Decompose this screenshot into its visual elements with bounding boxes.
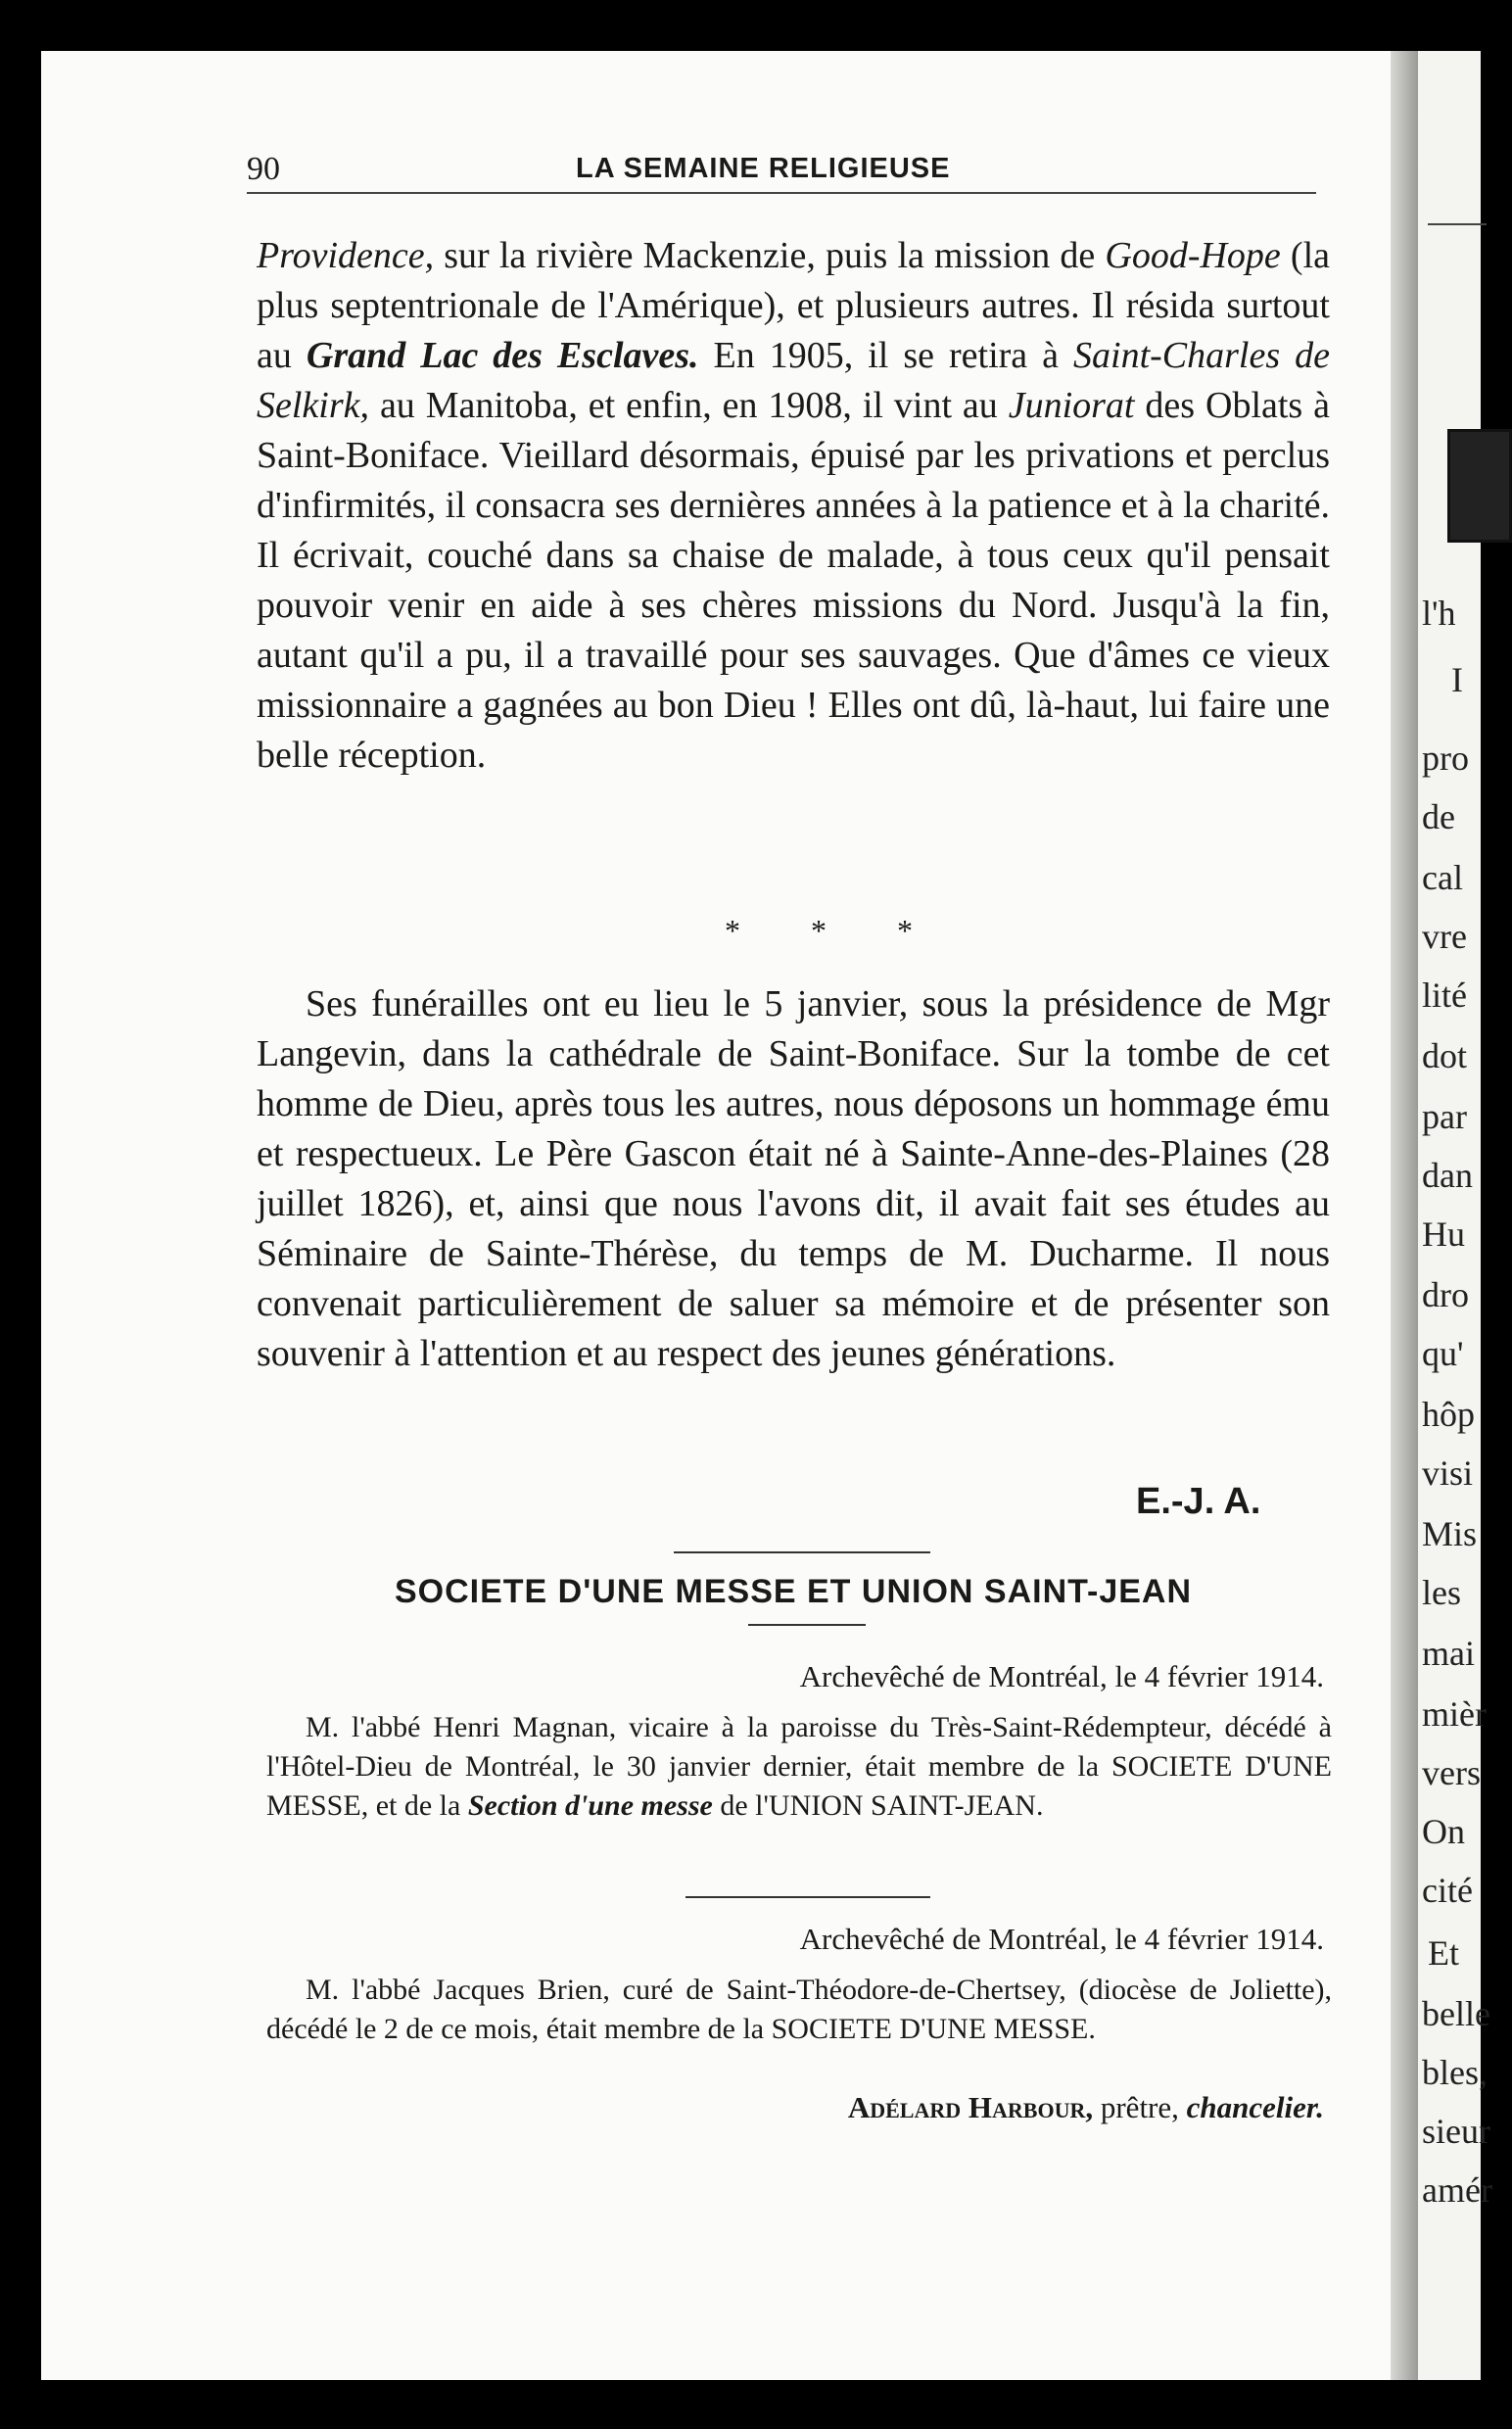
place-name: Saint-Charles de Selkirk, — [257, 335, 1330, 426]
facing-page-rule — [1428, 223, 1487, 225]
facing-fragment: vers — [1422, 1753, 1481, 1792]
notice-2-text — [266, 1971, 1332, 2049]
facing-fragment: I — [1451, 660, 1463, 699]
facing-fragment: hôp — [1422, 1395, 1475, 1434]
page-number: 90 — [247, 151, 280, 187]
facing-fragment: mièr — [1422, 1694, 1487, 1734]
chancellor-role: prêtre, — [1093, 2090, 1187, 2124]
text-run: au Manitoba, et enfin, en 1908, il vint au — [369, 385, 1009, 426]
page-gutter-edge — [1391, 51, 1418, 2380]
separator-rule — [685, 1896, 930, 1898]
place-name: Providence, — [257, 235, 435, 276]
obituary-paragraph-1 — [257, 231, 1330, 781]
text-run: des Oblats à Saint-Boniface. Vieillard désormais, épuisé par les privations et perclus d'infirmités, il consacra ses dernières années à la patience et à la charité. Il écrivait, couché dans sa chaise de malade, à tous ceux qu'il pensait pouvoir venir en aide à ses chères missions du Nord. Jusqu'à la fin, autant qu'il a pu, il a travaillé pour ses sauvages. Que d'âmes ce vieux missionnaire a gagnées au bon Dieu ! Elles ont dû, là-haut, lui faire une belle réception. — [257, 385, 1331, 776]
facing-fragment: les — [1422, 1573, 1461, 1612]
facing-fragment: de — [1422, 797, 1455, 836]
text-run: M. l'abbé Henri Magnan, vicaire à la paroisse du Très-Saint-Rédempteur, décédé à l'Hôtel-Dieu de Montréal, le 30 janvier dernier, était membre de la — [266, 1711, 1332, 1783]
section-stars: * * * — [725, 913, 944, 948]
chancellor-title: chancelier. — [1186, 2090, 1324, 2124]
facing-fragment: visi — [1422, 1453, 1474, 1493]
facing-fragment: On — [1422, 1812, 1465, 1851]
facing-fragment: dro — [1422, 1275, 1469, 1314]
text-run: sur la rivière Mackenzie, puis la mission de — [434, 235, 1106, 276]
text-run: , et de la — [360, 1789, 468, 1822]
facing-fragment: cité — [1422, 1871, 1473, 1910]
notice-1-date: Archevêché de Montréal, le 4 février 1914. — [799, 1659, 1324, 1693]
place-name: Good-Hope — [1105, 235, 1281, 276]
chancellor-signature — [848, 2090, 1324, 2125]
facing-fragment: mai — [1422, 1634, 1475, 1673]
society-name: SOCIETE D'UNE MESSE — [266, 1750, 1332, 1822]
facing-fragment: belle — [1422, 1994, 1490, 2033]
heading-underline — [748, 1624, 866, 1626]
facing-fragment: par — [1422, 1097, 1467, 1136]
header-rule — [247, 192, 1316, 194]
facing-fragment: lité — [1422, 976, 1467, 1015]
facing-fragment: vre — [1422, 917, 1467, 956]
place-name: Juniorat — [1008, 385, 1135, 426]
place-name: Grand Lac des Esclaves. — [306, 335, 699, 376]
facing-fragment: Hu — [1422, 1214, 1465, 1254]
page-header — [247, 147, 1316, 192]
chancellor-name: Adélard Harbour, — [847, 2090, 1094, 2124]
text-run: de l' — [712, 1789, 769, 1822]
facing-fragment: amér — [1422, 2170, 1492, 2210]
facing-page-dropcap — [1447, 429, 1512, 543]
text-run: M. l'abbé Jacques Brien, curé de Saint-Théodore-de-Chertsey, (diocèse de Joliette), décédé le 2 de ce mois, était membre de la — [266, 1974, 1332, 2045]
facing-fragment: cal — [1422, 858, 1463, 897]
facing-fragment: sieur — [1422, 2112, 1490, 2151]
text-run: . — [1088, 2013, 1096, 2045]
text-run: En 1905, il se retira à — [698, 335, 1074, 376]
facing-fragment: dot — [1422, 1036, 1468, 1075]
facing-fragment: pro — [1422, 738, 1469, 778]
obituary-paragraph-2: Ses funérailles ont eu lieu le 5 janvier, sous la présidence de Mgr Langevin, dans la cathédrale de Saint-Boniface. Sur la tombe de cet homme de Dieu, après tous les autres, nous déposons un hommage ému et respectueux. Le Père Gascon était né à Sainte-Anne-des-Plaines (28 juillet 1826), et, ainsi que nous l'avons dit, il avait fait ses études au Séminaire de Sainte-Thérèse, du temps de M. Ducharme. Il nous convenait particulièrement de saluer sa mémoire et de présenter son souvenir à l'attention et au respect des jeunes générations. — [257, 983, 1330, 1374]
notice-1-text — [266, 1708, 1332, 1826]
obituary-text-2 — [257, 979, 1330, 1379]
obituary-text — [257, 231, 1330, 781]
text-run: . — [1035, 1789, 1044, 1822]
facing-fragment: bles, — [1422, 2053, 1488, 2092]
facing-fragment: dan — [1422, 1156, 1473, 1195]
text-run: (la plus septentrionale de l'Amérique), et plusieurs autres. Il résida surtout au — [257, 235, 1331, 376]
notice-2-date: Archevêché de Montréal, le 4 février 1914. — [799, 1922, 1324, 1956]
author-initials: E.-J. A. — [1136, 1481, 1261, 1522]
running-title: LA SEMAINE RELIGIEUSE — [576, 153, 951, 184]
facing-page-strip — [1418, 51, 1492, 2380]
section-heading: SOCIETE D'UNE MESSE ET UNION SAINT-JEAN — [394, 1573, 1193, 1610]
facing-fragment: Mis — [1422, 1514, 1478, 1553]
facing-fragment: l'h — [1422, 594, 1456, 633]
society-name: SOCIETE D'UNE MESSE — [771, 2013, 1089, 2045]
separator-rule — [674, 1551, 930, 1553]
union-name: UNION SAINT-JEAN — [768, 1789, 1036, 1822]
facing-fragment: Et — [1428, 1933, 1459, 1973]
section-name: Section d'une messe — [467, 1789, 713, 1822]
facing-fragment: qu' — [1422, 1334, 1464, 1373]
